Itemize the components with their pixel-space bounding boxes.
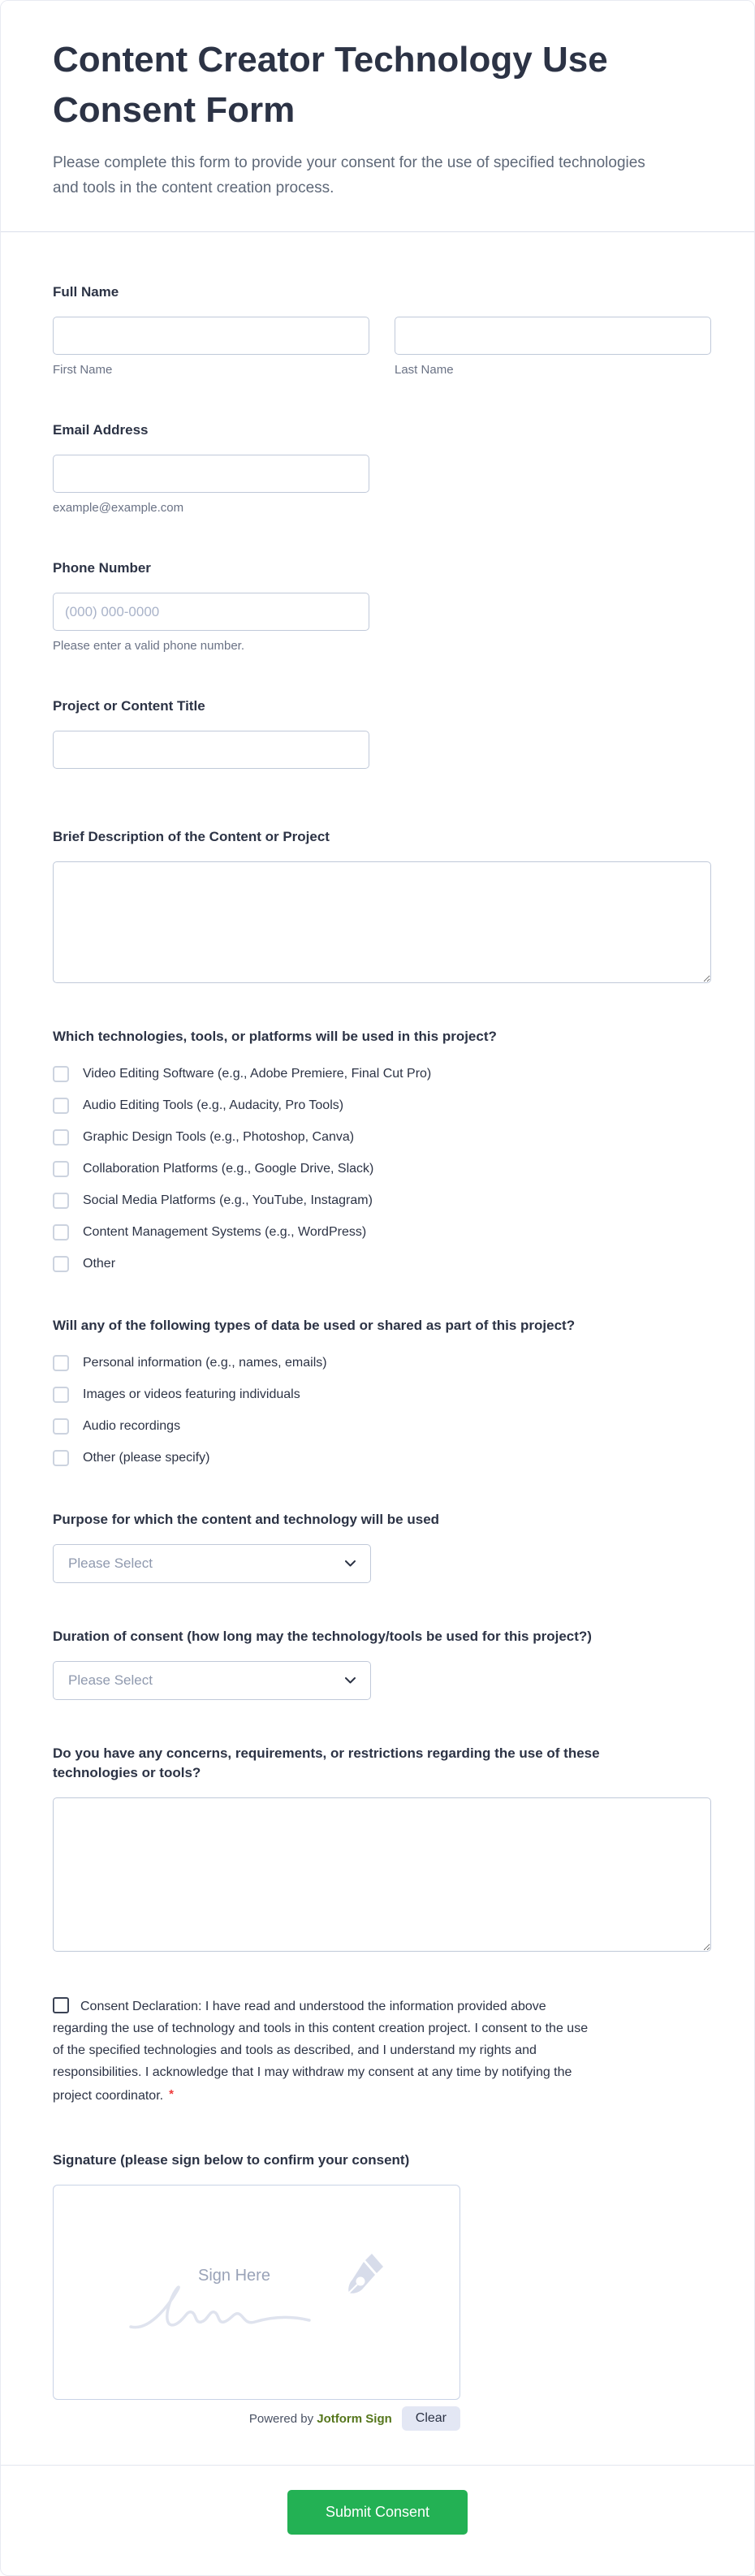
checkbox[interactable] <box>53 1450 69 1466</box>
data-type-option-audio[interactable] <box>53 1418 710 1435</box>
submit-consent-button[interactable]: Submit Consent <box>287 2490 468 2535</box>
signature-placeholder <box>127 2252 386 2341</box>
signature-label: Signature (please sign below to confirm your consent) <box>53 2152 410 2168</box>
data-type-option-other[interactable] <box>53 1450 710 1466</box>
technology-option-graphic[interactable] <box>53 1129 710 1146</box>
form-header <box>1 1 754 231</box>
option-label: Graphic Design Tools (e.g., Photoshop, Canva) <box>83 1130 355 1144</box>
signature-squiggle-icon <box>127 2285 330 2333</box>
option-label: Images or videos featuring individuals <box>83 1387 300 1401</box>
last-name-input[interactable] <box>395 317 711 355</box>
option-label: Other (please specify) <box>83 1451 210 1465</box>
field-consent-declaration <box>53 1996 589 2107</box>
checkbox[interactable] <box>53 1129 69 1146</box>
checkbox[interactable] <box>53 1256 69 1272</box>
page-title: Content Creator Technology Use Consent Form <box>53 40 608 130</box>
signature-pad[interactable] <box>53 2185 460 2400</box>
data-types-label: Will any of the following types of data be used or shared as part of this project? <box>53 1318 576 1333</box>
field-technologies <box>53 1027 710 1272</box>
phone-label: Phone Number <box>53 560 151 576</box>
duration-select-value: Please Select <box>68 1672 153 1688</box>
jotform-sign-brand: Jotform Sign <box>317 2411 392 2426</box>
chevron-down-icon <box>345 1677 356 1684</box>
field-concerns <box>53 1744 710 1952</box>
pen-nib-icon <box>344 2252 386 2298</box>
purpose-select-value: Please Select <box>68 1556 153 1571</box>
concerns-textarea[interactable] <box>53 1797 711 1952</box>
email-label: Email Address <box>53 422 149 438</box>
purpose-label: Purpose for which the content and technology will be used <box>53 1512 440 1527</box>
technology-option-collaboration[interactable] <box>53 1161 710 1177</box>
field-purpose <box>53 1510 710 1583</box>
field-duration <box>53 1627 710 1700</box>
technology-option-social[interactable] <box>53 1193 710 1209</box>
field-full-name <box>53 283 710 377</box>
option-label: Personal information (e.g., names, emails) <box>83 1356 327 1370</box>
page-subtitle: Please complete this form to provide your consent for the use of specified technologies and tools in the content creation process. <box>53 154 645 196</box>
sign-here-text: Sign Here <box>198 2266 270 2285</box>
checkbox[interactable] <box>53 1355 69 1371</box>
consent-checkbox[interactable] <box>53 1997 69 2013</box>
checkbox[interactable] <box>53 1161 69 1177</box>
checkbox[interactable] <box>53 1418 69 1435</box>
consent-text: Consent Declaration: I have read and understood the information provided above regarding the use of technology and tools in this content creation project. I consent to the use of the specified technologies and tools as described, and I understand my rights and responsibilities. I acknowledge that I may withdraw my consent at any time by notifying the project coordinator. <box>53 2000 589 2103</box>
duration-label: Duration of consent (how long may the technology/tools be used for this project?) <box>53 1629 592 1644</box>
first-name-input[interactable] <box>53 317 369 355</box>
submit-area <box>1 2466 754 2575</box>
technology-option-other[interactable] <box>53 1256 710 1272</box>
option-label: Audio recordings <box>83 1419 181 1433</box>
required-asterisk: * <box>169 2087 174 2101</box>
full-name-label: Full Name <box>53 284 119 300</box>
phone-input[interactable] <box>53 593 369 631</box>
description-textarea[interactable] <box>53 861 711 983</box>
option-label: Content Management Systems (e.g., WordPress) <box>83 1225 367 1239</box>
checkbox[interactable] <box>53 1193 69 1209</box>
field-signature <box>53 2151 710 2431</box>
option-label: Social Media Platforms (e.g., YouTube, Instagram) <box>83 1193 373 1207</box>
data-type-option-personal[interactable] <box>53 1355 710 1371</box>
description-label: Brief Description of the Content or Project <box>53 829 330 844</box>
option-label: Other <box>83 1257 116 1271</box>
last-name-sublabel: Last Name <box>395 363 454 377</box>
field-email <box>53 421 710 515</box>
clear-signature-button[interactable]: Clear <box>402 2406 460 2431</box>
signature-meta-row <box>53 2406 460 2431</box>
field-phone <box>53 559 710 653</box>
form-body <box>1 232 754 2431</box>
option-label: Video Editing Software (e.g., Adobe Premiere, Final Cut Pro) <box>83 1067 432 1081</box>
technologies-label: Which technologies, tools, or platforms will be used in this project? <box>53 1029 497 1044</box>
technology-option-cms[interactable] <box>53 1224 710 1241</box>
phone-sublabel: Please enter a valid phone number. <box>53 639 244 653</box>
purpose-select[interactable] <box>53 1544 371 1583</box>
concerns-label: Do you have any concerns, requirements, or restrictions regarding the use of these technologies or tools? <box>53 1745 600 1780</box>
project-title-label: Project or Content Title <box>53 698 205 714</box>
powered-by-text: Powered by Jotform Sign <box>248 2411 392 2426</box>
checkbox[interactable] <box>53 1387 69 1403</box>
email-input[interactable] <box>53 455 369 493</box>
field-description <box>53 827 710 983</box>
technology-option-video[interactable] <box>53 1066 710 1082</box>
checkbox[interactable] <box>53 1224 69 1241</box>
first-name-sublabel: First Name <box>53 363 113 377</box>
field-project-title <box>53 697 710 769</box>
option-label: Collaboration Platforms (e.g., Google Drive, Slack) <box>83 1162 374 1176</box>
checkbox[interactable] <box>53 1066 69 1082</box>
option-label: Audio Editing Tools (e.g., Audacity, Pro Tools) <box>83 1098 344 1112</box>
data-type-option-images[interactable] <box>53 1387 710 1403</box>
project-title-input[interactable] <box>53 731 369 769</box>
duration-select[interactable] <box>53 1661 371 1700</box>
field-data-types <box>53 1316 710 1466</box>
technology-option-audio[interactable] <box>53 1098 710 1114</box>
checkbox[interactable] <box>53 1098 69 1114</box>
chevron-down-icon <box>345 1560 356 1567</box>
email-sublabel: example@example.com <box>53 501 184 515</box>
